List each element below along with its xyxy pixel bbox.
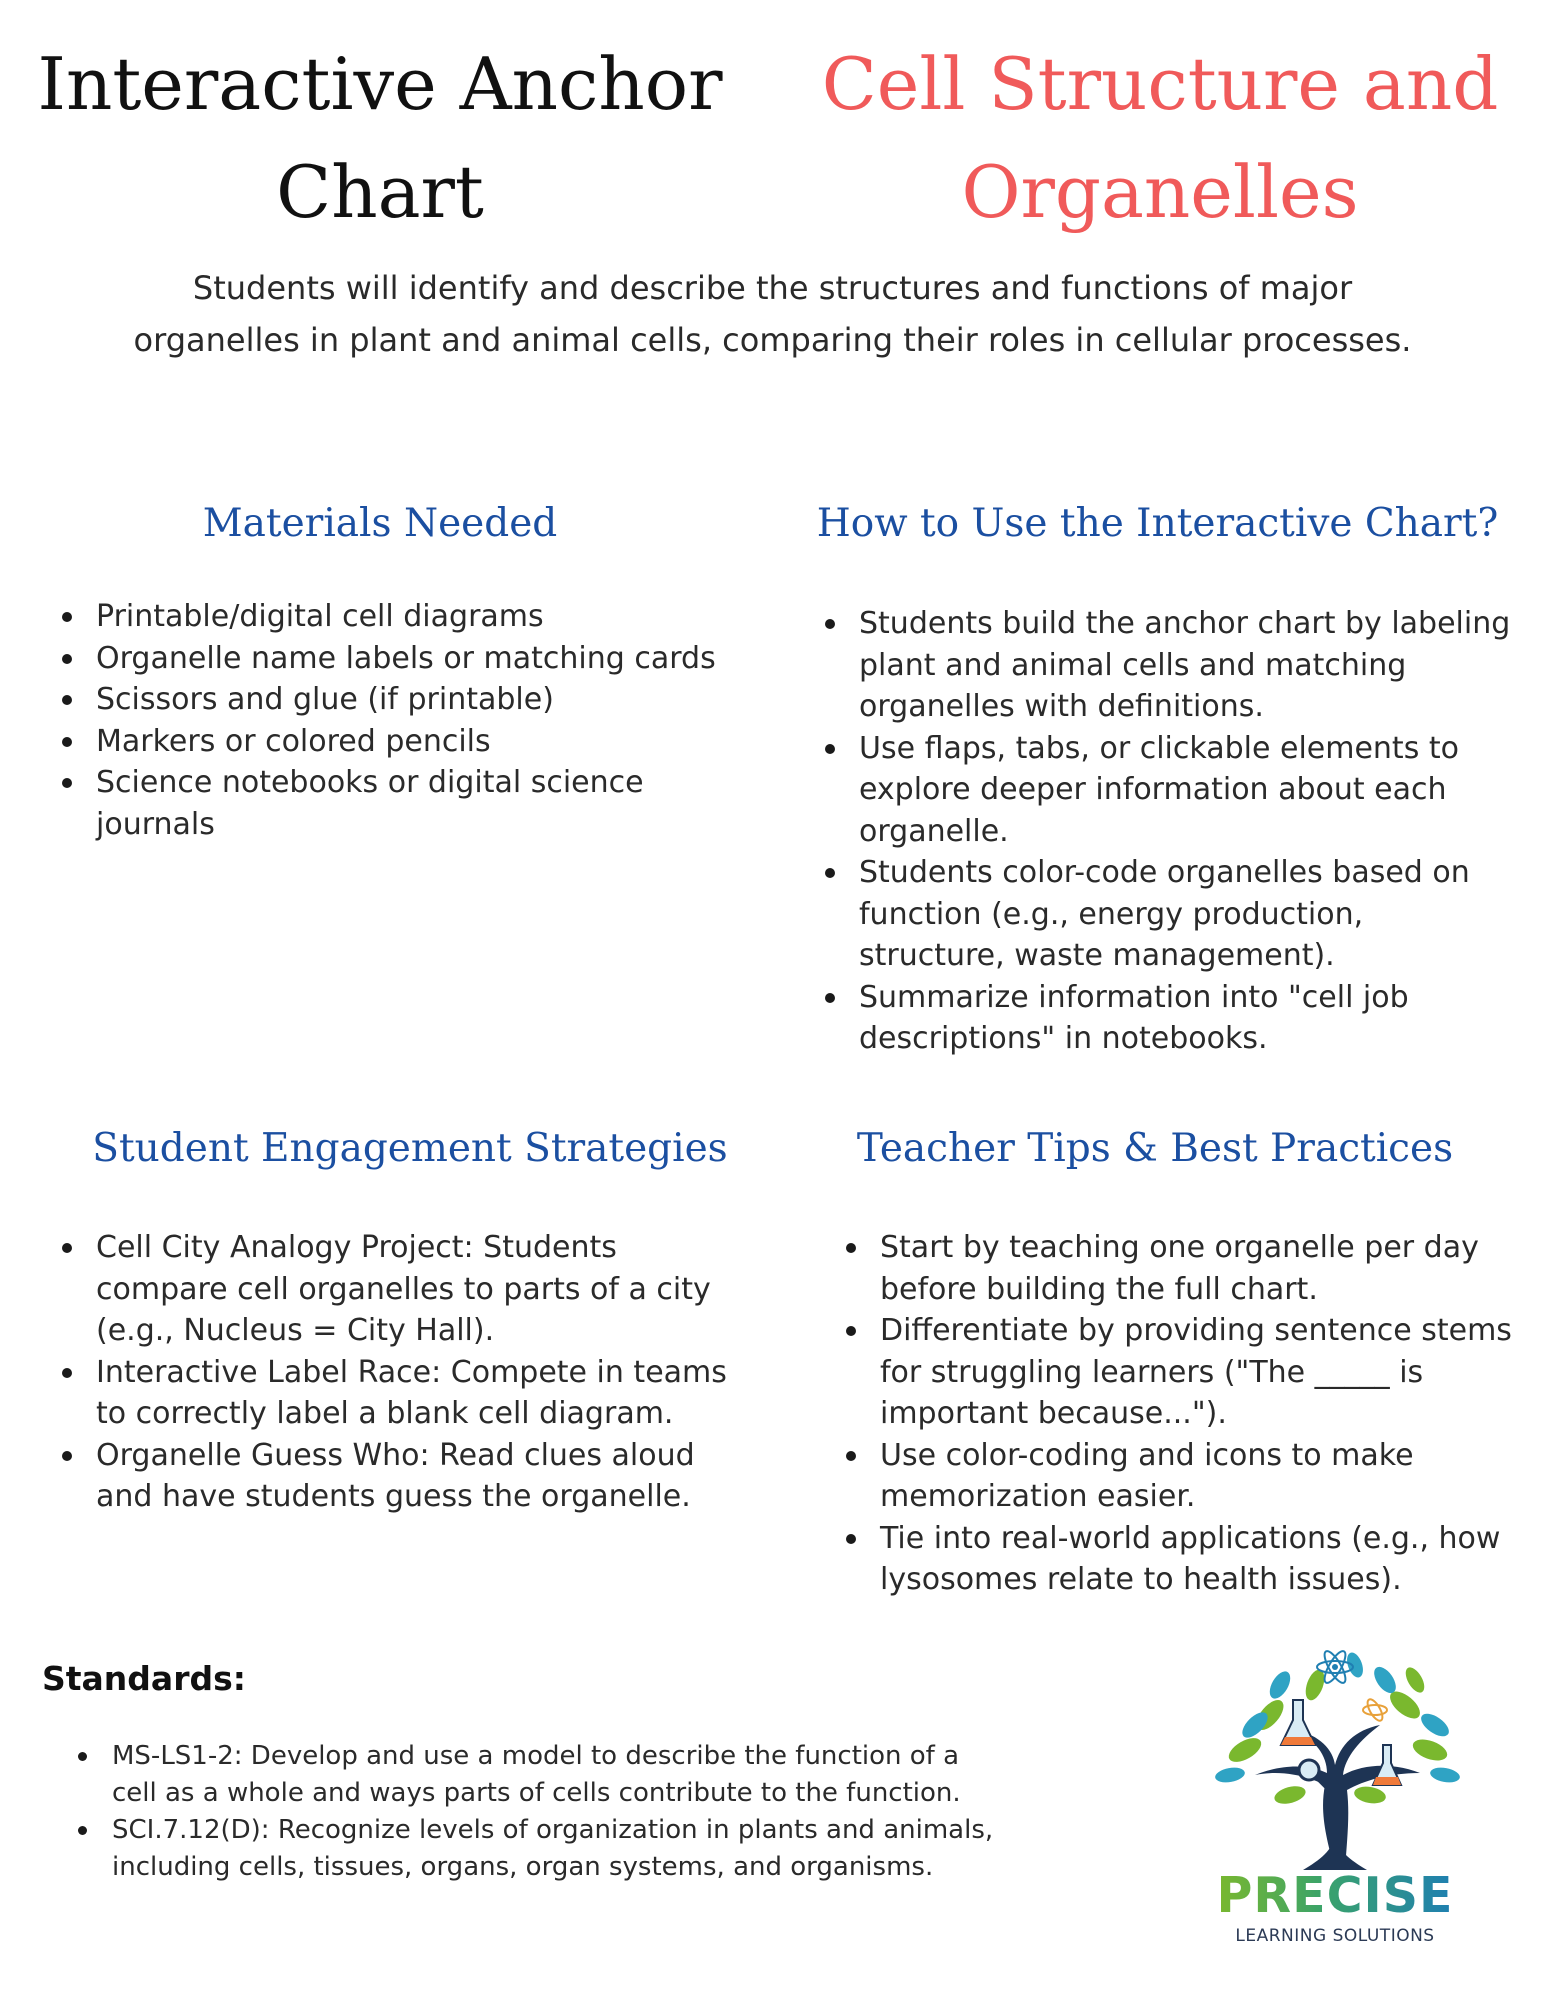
materials-heading: Materials Needed bbox=[202, 501, 558, 546]
list-item: Science notebooks or digital science journals bbox=[60, 762, 720, 845]
materials-list bbox=[60, 596, 720, 845]
list-item: Students build the anchor chart by labeling plant and animal cells and matching organelles with definitions. bbox=[823, 603, 1513, 728]
teacher-tips-list bbox=[844, 1227, 1514, 1601]
list-item: Organelle Guess Who: Read clues aloud and have students guess the organelle. bbox=[60, 1435, 750, 1518]
how-to-use-list bbox=[823, 603, 1513, 1060]
list-item: Summarize information into "cell job descriptions" in notebooks. bbox=[823, 977, 1513, 1060]
list-item: Use color-coding and icons to make memorization easier. bbox=[844, 1435, 1514, 1518]
list-item: Organelle name labels or matching cards bbox=[60, 638, 720, 680]
logo-subtitle: LEARNING SOLUTIONS bbox=[1235, 1926, 1435, 1946]
standards-heading: Standards: bbox=[42, 1659, 246, 1698]
list-item: Cell City Analogy Project: Students compare cell organelles to parts of a city (e.g., Nucleus = City Hall). bbox=[60, 1227, 750, 1352]
logo-name: PRECISE bbox=[1216, 1867, 1454, 1924]
list-item: Scissors and glue (if printable) bbox=[60, 679, 720, 721]
list-item: Markers or colored pencils bbox=[60, 721, 720, 763]
engagement-heading: Student Engagement Strategies bbox=[92, 1126, 728, 1171]
list-item: Differentiate by providing sentence stems for struggling learners ("The _____ is important because..."). bbox=[844, 1310, 1514, 1435]
teacher-tips-heading: Teacher Tips & Best Practices bbox=[856, 1126, 1454, 1171]
list-item: Students color-code organelles based on function (e.g., energy production, structure, waste management). bbox=[823, 852, 1513, 977]
list-item: Tie into real-world applications (e.g., how lysosomes relate to health issues). bbox=[844, 1518, 1514, 1601]
standards-list bbox=[76, 1738, 996, 1886]
list-item: SCI.7.12(D): Recognize levels of organization in plants and animals, including cells, tissues, organs, organ systems, and organisms. bbox=[76, 1812, 996, 1886]
list-item: Start by teaching one organelle per day before building the full chart. bbox=[844, 1227, 1514, 1310]
list-item: Printable/digital cell diagrams bbox=[60, 596, 720, 638]
tree-science-logo-icon bbox=[1185, 1645, 1485, 1875]
title-cell-structure: Cell Structure and Organelles bbox=[821, 42, 1499, 234]
list-item: Interactive Label Race: Compete in teams to correctly label a blank cell diagram. bbox=[60, 1352, 750, 1435]
how-to-use-heading: How to Use the Interactive Chart? bbox=[816, 501, 1499, 546]
engagement-list bbox=[60, 1227, 750, 1518]
list-item: MS-LS1-2: Develop and use a model to describe the function of a cell as a whole and ways parts of cells contribute to the function. bbox=[76, 1738, 996, 1812]
title-interactive-anchor-chart: Interactive Anchor Chart bbox=[37, 42, 723, 234]
list-item: Use flaps, tabs, or clickable elements to explore deeper information about each organelle. bbox=[823, 728, 1513, 853]
intro-paragraph: Students will identify and describe the structures and functions of major organelles in plant and animal cells, comparing their roles in cellular processes. bbox=[133, 269, 1412, 359]
